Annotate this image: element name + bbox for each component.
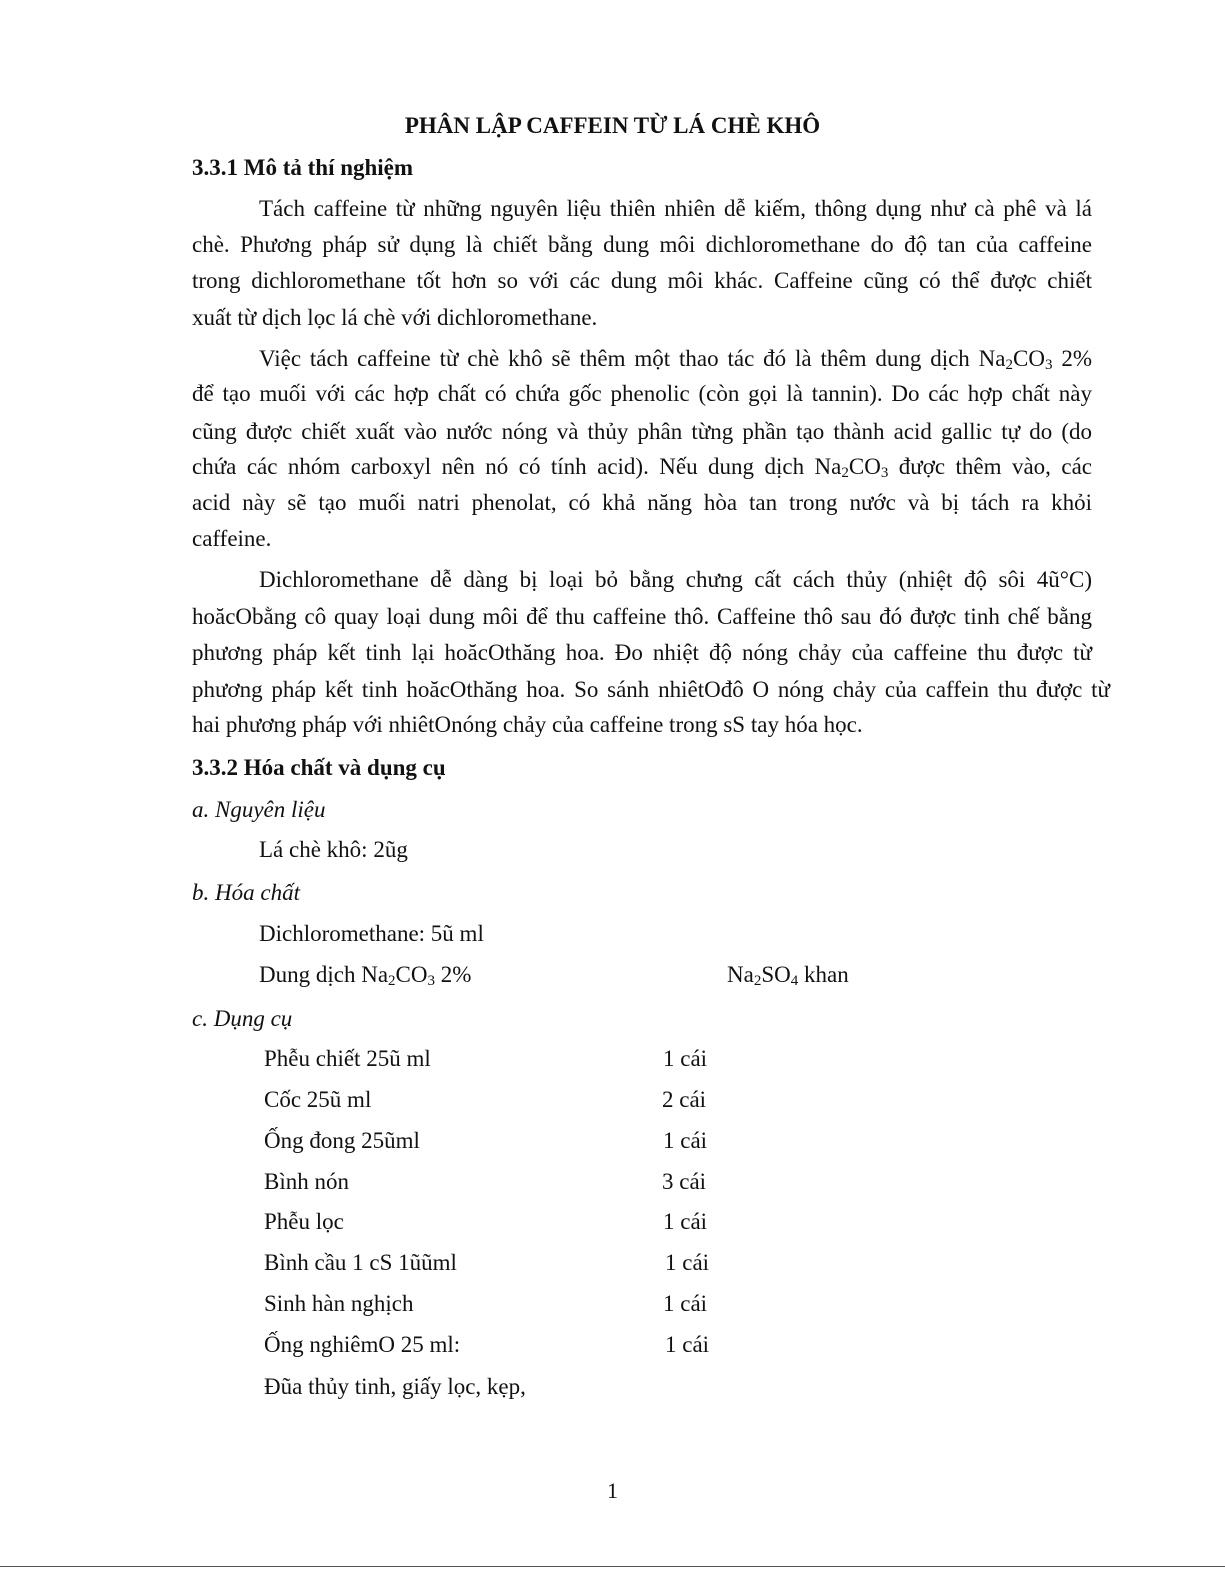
chemical-item: Dichloromethane: 5ũ ml bbox=[259, 921, 484, 946]
tool-name: Ống nghiêmO 25 ml: bbox=[264, 1332, 461, 1357]
tool-name: Bình nón bbox=[264, 1169, 349, 1194]
tool-qty: 1 cái bbox=[665, 1332, 710, 1357]
tool-qty: 1 cái bbox=[663, 1291, 708, 1316]
paragraph-line: hai phương pháp với nhiêtOnóng chảy của caffeine trong sS tay hóa học. bbox=[192, 712, 863, 737]
paragraph-line: xuất từ dịch lọc lá chè với dichloromethane. bbox=[192, 305, 598, 330]
paragraph-line: hoăcObằng cô quay loại dung môi để thu caffeine thô. Caffeine thô sau đó được tinh chế bằng bbox=[192, 604, 1092, 629]
tool-qty: 3 cái bbox=[662, 1169, 707, 1194]
paragraph-line: chè. Phương pháp sử dụng là chiết bằng dung môi dichloromethane do độ tan của caffeine bbox=[192, 232, 1092, 257]
tool-name: Ống đong 25ũml bbox=[264, 1128, 420, 1153]
page-title: PHÂN LẬP CAFFEIN TỪ LÁ CHÈ KHÔ bbox=[404, 113, 821, 138]
tool-name: Sinh hàn nghịch bbox=[264, 1291, 414, 1316]
paragraph-line: Dichloromethane dễ dàng bị loại bỏ bằng chưng cất cách thủy (nhiệt độ sôi 4ũ°C) bbox=[259, 567, 1092, 592]
tool-name: Phễu chiết 25ũ ml bbox=[264, 1046, 431, 1071]
chemical-item: $Na_2SO_4$ khan bbox=[727, 962, 849, 989]
tool-qty: 1 cái bbox=[663, 1128, 708, 1153]
subsection-label-materials: a. Nguyên liệu bbox=[192, 797, 326, 822]
paragraph-line: Việc tách caffeine từ chè khô sẽ thêm một thao tác đó là thêm dung dịch $Na_2CO_3$ 2% bbox=[259, 346, 1092, 373]
tool-name: Phễu lọc bbox=[264, 1209, 344, 1234]
section-heading-2: 3.3.2 Hóa chất và dụng cụ bbox=[192, 755, 446, 780]
chemical-item: Dung dịch $Na_2CO_3$ 2% bbox=[259, 962, 472, 989]
paragraph-line: chứa các nhóm carboxyl nên nó có tính acid). Nếu dung dịch $Na_2CO_3$ được thêm vào, các bbox=[192, 454, 1092, 481]
paragraph-line: acid này sẽ tạo muối natri phenolat, có khả năng hòa tan trong nước và bị tách ra khỏi bbox=[192, 490, 1092, 515]
tool-name: Đũa thủy tinh, giấy lọc, kẹp, bbox=[264, 1374, 526, 1399]
tool-name: Cốc 25ũ ml bbox=[264, 1087, 372, 1112]
paragraph-line: để tạo muối với các hợp chất có chứa gốc phenolic (còn gọi là tannin). Do các hợp chất này bbox=[192, 381, 1092, 406]
tool-qty: 1 cái bbox=[663, 1046, 708, 1071]
section-heading-1: 3.3.1 Mô tả thí nghiệm bbox=[192, 155, 414, 180]
paragraph-line: phương pháp kết tinh hoăcOthăng hoa. So sánh nhiêtOđô O nóng chảy của caffein thu được từ bbox=[192, 677, 1110, 702]
paragraph-line: cũng được chiết xuất vào nước nóng và thủy phân từng phần tạo thành acid gallic tự do (do bbox=[192, 419, 1092, 444]
subsection-label-chemicals: b. Hóa chất bbox=[192, 880, 300, 905]
tool-qty: 2 cái bbox=[662, 1087, 707, 1112]
tool-qty: 1 cái bbox=[663, 1209, 708, 1234]
page-number: 1 bbox=[607, 1478, 618, 1503]
footer-rule bbox=[0, 1566, 1225, 1567]
paragraph-line: caffeine. bbox=[192, 526, 272, 551]
subsection-label-tools: c. Dụng cụ bbox=[192, 1006, 293, 1031]
tool-qty: 1 cái bbox=[665, 1250, 710, 1275]
paragraph-line: Tách caffeine từ những nguyên liệu thiên nhiên dễ kiếm, thông dụng như cà phê và lá bbox=[259, 196, 1092, 221]
tool-name: Bình cầu 1 cS 1ũũml bbox=[264, 1250, 457, 1275]
material-item: Lá chè khô: 2ũg bbox=[259, 837, 408, 862]
paragraph-line: phương pháp kết tinh lại hoăcOthăng hoa. Đo nhiệt độ nóng chảy của caffeine thu được từ bbox=[192, 640, 1092, 665]
paragraph-line: trong dichloromethane tốt hơn so với các dung môi khác. Caffeine cũng có thể được chiết bbox=[192, 268, 1092, 293]
